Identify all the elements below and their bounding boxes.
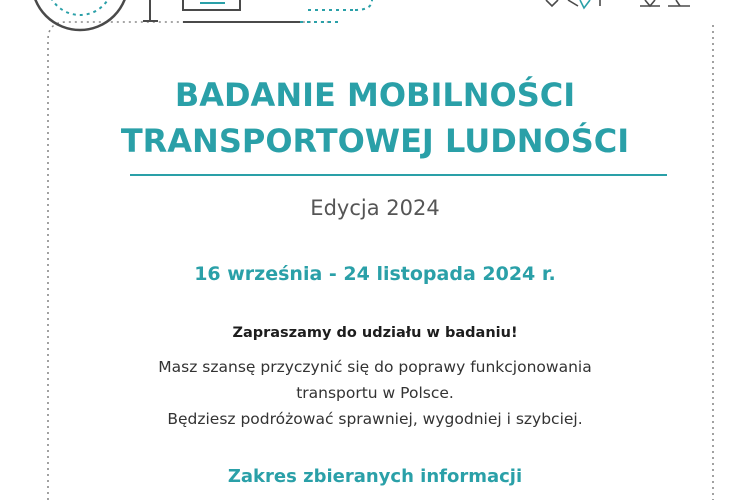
- body-text-line-2: transportu w Polsce.: [296, 384, 454, 402]
- title-line-1: BADANIE MOBILNOŚCI: [174, 76, 576, 114]
- title-line-2: TRANSPORTOWEJ LUDNOŚCI: [120, 122, 630, 160]
- roundabout-icon: [32, 0, 128, 30]
- body-text-line-3: Będziesz podróżować sprawniej, wygodniej i szybciej.: [167, 410, 583, 428]
- survey-dates: 16 września - 24 listopada 2024 r.: [194, 263, 556, 285]
- title-divider: [130, 174, 667, 176]
- body-text-line-1: Masz szansę przyczynić się do poprawy funkcjonowania: [158, 358, 592, 376]
- pole-icon: [143, 0, 158, 21]
- tree-icon: [640, 0, 690, 6]
- scooter-icon: [546, 0, 600, 8]
- invitation-heading: Zapraszamy do udziału w badaniu!: [232, 325, 518, 341]
- bench-icon: [183, 0, 342, 22]
- dotted-teal-line: [308, 0, 372, 10]
- edition-label: Edycja 2024: [310, 196, 440, 220]
- section-heading: Zakres zbieranych informacji: [227, 466, 523, 487]
